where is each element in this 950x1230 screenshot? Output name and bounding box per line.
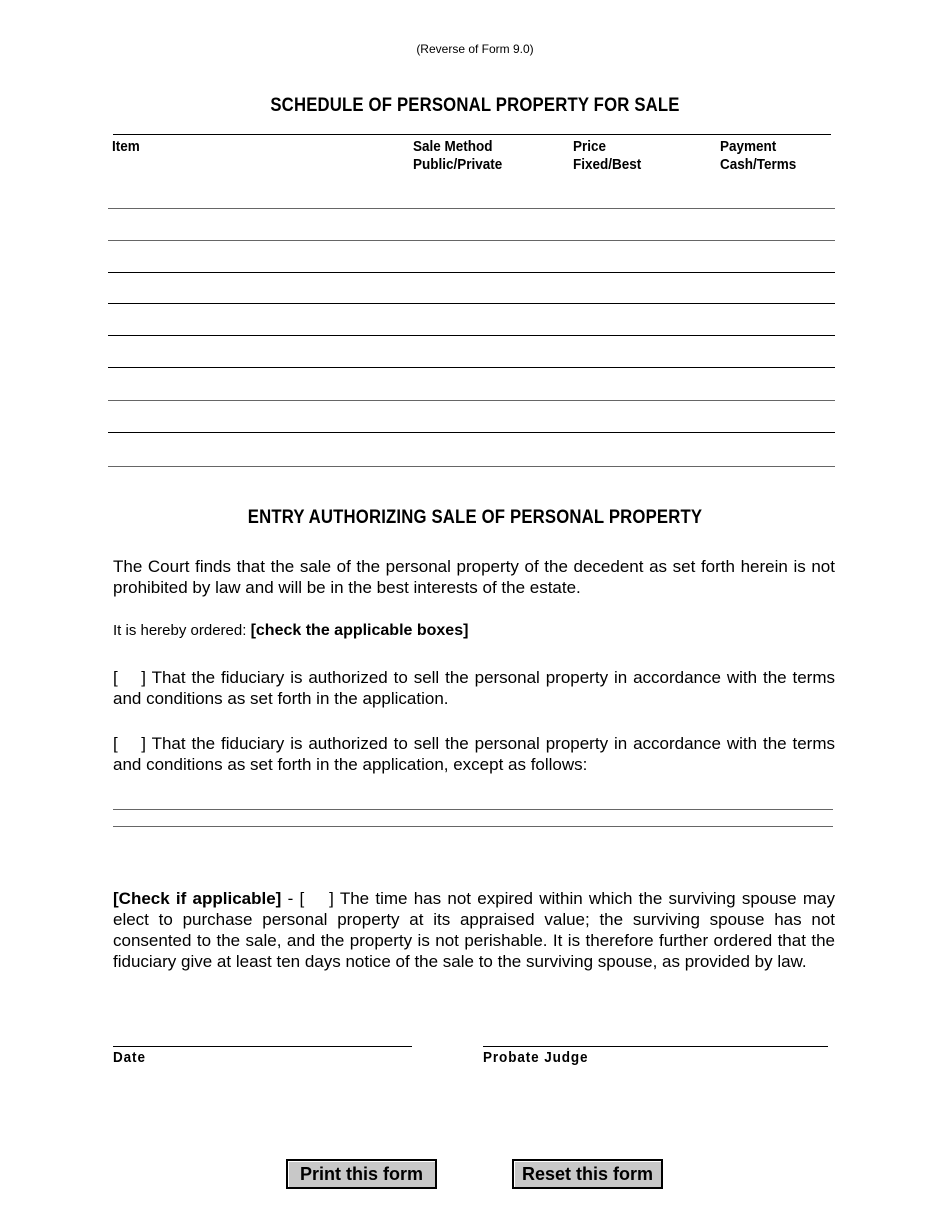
judge-signature-line[interactable] xyxy=(483,1046,828,1047)
date-signature-line[interactable] xyxy=(113,1046,412,1047)
date-label: Date xyxy=(113,1049,146,1066)
schedule-title: SCHEDULE OF PERSONAL PROPERTY FOR SALE xyxy=(270,95,680,116)
reset-form-button[interactable]: Reset this form xyxy=(512,1159,663,1189)
table-top-rule xyxy=(113,134,831,135)
table-row-line xyxy=(108,240,835,241)
judge-label: Probate Judge xyxy=(483,1049,589,1066)
court-finding: The Court finds that the sale of the personal property of the decedent as set forth herein is not prohibited by law and will be in the best interests of the estate. xyxy=(113,557,835,597)
option-authorized-except: [ ] That the fiduciary is authorized to sell the personal property in accordance with the terms and conditions as set forth in the application, except as follows: xyxy=(113,734,835,774)
option-authorized: [ ] That the fiduciary is authorized to sell the personal property in accordance with the terms and conditions as set forth in the application. xyxy=(113,668,835,708)
table-row-line xyxy=(108,367,835,368)
table-row-line xyxy=(108,466,835,467)
table-row-line xyxy=(108,208,835,209)
table-row-line xyxy=(108,335,835,336)
spouse-notice: [Check if applicable] - [ ] The time has not expired within which the surviving spouse may elect to purchase personal property at its appraised value; the surviving spouse has not consented to the sale, and the property is not perishable. It is therefore further ordered that the fiduciary give at least ten days notice of the sale to the surviving spouse, as provided by law. xyxy=(113,889,835,971)
exception-line-1[interactable] xyxy=(113,809,833,810)
checkbox-spouse-notice[interactable]: [ ] xyxy=(299,889,334,908)
table-row-line xyxy=(108,432,835,433)
table-row-line xyxy=(108,272,835,273)
print-form-button[interactable]: Print this form xyxy=(286,1159,437,1189)
column-header-payment: Payment Cash/Terms xyxy=(720,138,797,173)
ordered-line: It is hereby ordered: [check the applicable boxes] xyxy=(113,622,469,639)
exception-line-2[interactable] xyxy=(113,826,833,827)
entry-title: ENTRY AUTHORIZING SALE OF PERSONAL PROPERTY xyxy=(247,507,703,528)
column-header-price: Price Fixed/Best xyxy=(573,138,642,173)
checkbox-authorized-except[interactable]: [ ] xyxy=(113,734,146,753)
column-header-sale-method: Sale Method Public/Private xyxy=(413,138,503,173)
table-row-line xyxy=(108,400,835,401)
column-header-item: Item xyxy=(112,138,140,155)
table-row-line xyxy=(108,303,835,304)
reverse-note: (Reverse of Form 9.0) xyxy=(416,42,534,56)
checkbox-authorized[interactable]: [ ] xyxy=(113,668,146,687)
